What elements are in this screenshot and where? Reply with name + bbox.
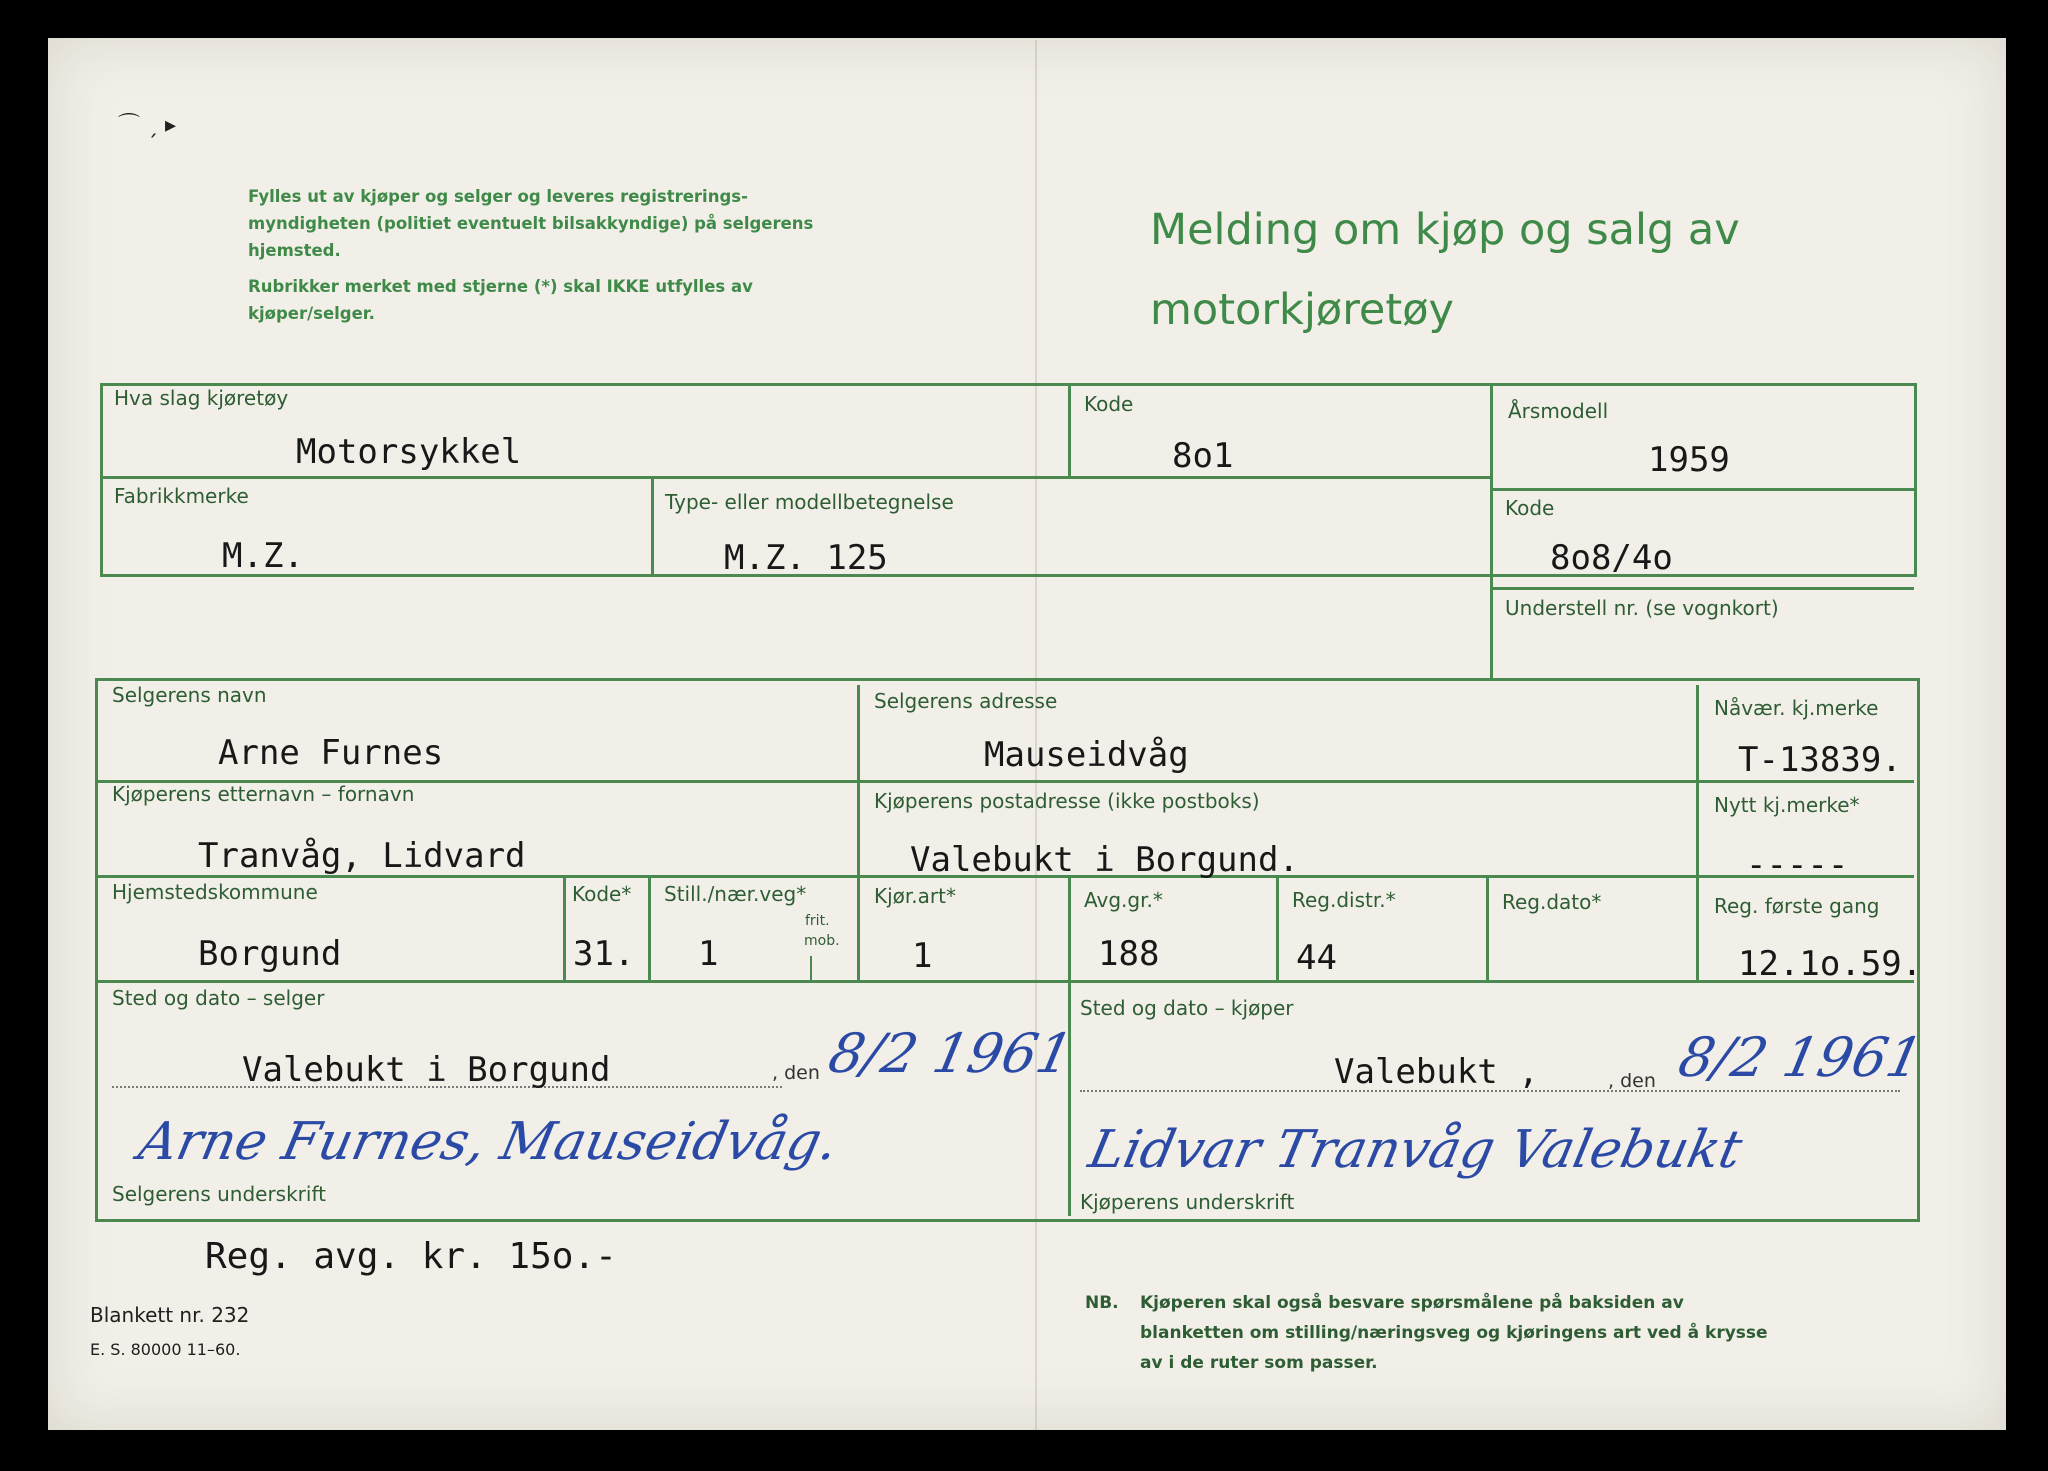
- avg-label: Avg.gr.*: [1084, 888, 1163, 912]
- make-value: M.Z.: [222, 536, 304, 576]
- vehicle-row-divider: [100, 476, 1491, 479]
- make-label: Fabrikkmerke: [114, 484, 249, 508]
- col-kode: [563, 876, 566, 980]
- buyer-address-value: Valebukt i Borgund.: [910, 840, 1299, 880]
- buyer-name-value: Tranvåg, Lidvard: [198, 836, 526, 876]
- regdato-label: Reg.dato*: [1502, 890, 1602, 914]
- vehicle-col-divider-3: [651, 476, 654, 574]
- vehicle-code-value: 8o1: [1172, 436, 1234, 476]
- still-value: 1: [698, 934, 719, 974]
- seller-address-value: Mauseidvåg: [984, 735, 1189, 775]
- col-avg: [1068, 876, 1071, 980]
- first-reg-value: 12.1o.59.: [1738, 944, 1923, 984]
- regdistr-label: Reg.distr.*: [1292, 888, 1396, 912]
- nb-text: Kjøperen skal også besvare spørsmålene på baksiden av blanketten om stilling/næringsveg og kjøringens art ved å krysse av i de ruter som passer.: [1140, 1293, 1768, 1373]
- first-reg-label: Reg. første gang: [1714, 894, 1880, 918]
- buyer-den-label: , den: [1608, 1070, 1656, 1092]
- seller-den-label: , den: [772, 1062, 820, 1084]
- buyer-address-label: Kjøperens postadresse (ikke postboks): [874, 789, 1260, 813]
- seller-address-label: Selgerens adresse: [874, 689, 1058, 713]
- instructions-paragraph-1: Fylles ut av kjøper og selger og leveres registrerings-myndigheten (politiet eventuelt bilsakkyndige) på selgerens hjemsted.: [248, 187, 814, 260]
- col-kjor: [857, 876, 860, 980]
- col-regdato: [1486, 876, 1489, 980]
- year-model-value: 1959: [1648, 440, 1730, 480]
- kjor-value: 1: [912, 936, 933, 976]
- avg-value: 188: [1098, 934, 1160, 974]
- nb-tag: NB.: [1085, 1293, 1119, 1313]
- col-regdistr: [1276, 876, 1279, 980]
- nb-note: [1085, 1288, 1775, 1378]
- kjor-label: Kjør.art*: [874, 884, 956, 908]
- municipality-label: Hjemstedskommune: [112, 880, 318, 904]
- parties-col-address: [857, 685, 860, 877]
- municipality-value: Borgund: [198, 934, 342, 974]
- buyer-place-value: Valebukt ,: [1334, 1052, 1539, 1092]
- registration-fee: Reg. avg. kr. 15o.-: [205, 1236, 617, 1277]
- new-plate-label: Nytt kj.merke*: [1714, 793, 1860, 817]
- buyer-signature-label: Kjøperens underskrift: [1080, 1190, 1295, 1214]
- instructions: [248, 183, 848, 336]
- code2-value: 8o8/4o: [1550, 538, 1673, 578]
- instructions-paragraph-2: Rubrikker merket med stjerne (*) skal IKKE utfylles av kjøper/selger.: [248, 277, 753, 323]
- code2-label: Kode: [1505, 496, 1555, 520]
- vehicle-type-label: Hva slag kjøretøy: [114, 386, 289, 410]
- regdistr-value: 44: [1296, 938, 1337, 978]
- buyer-name-label: Kjøperens etternavn – fornavn: [112, 782, 415, 806]
- current-plate-value: T-13839.: [1738, 740, 1902, 780]
- seller-place-value: Valebukt i Borgund: [242, 1050, 611, 1090]
- print-code: E. S. 80000 11–60.: [90, 1340, 241, 1359]
- mob-label: mob.: [804, 933, 840, 949]
- frit-label: frit.: [805, 913, 830, 929]
- frit-mob-tick: [810, 956, 812, 980]
- col-still: [648, 876, 651, 980]
- model-value: M.Z. 125: [724, 538, 888, 578]
- seller-place-label: Sted og dato – selger: [112, 986, 325, 1010]
- kode-label: Kode*: [572, 882, 632, 906]
- stain-mark: ⌒ ˏ ▸: [118, 113, 177, 138]
- parties-row-divider-3: [95, 980, 1914, 983]
- vehicle-code-label: Kode: [1084, 392, 1134, 416]
- buyer-signature: Lidvar Tranvåg Valebukt: [1083, 1120, 1748, 1180]
- seller-name-value: Arne Furnes: [218, 733, 444, 773]
- seller-name-label: Selgerens navn: [112, 683, 267, 707]
- model-label: Type- eller modellbetegnelse: [665, 490, 954, 514]
- vehicle-right-divider-2: [1490, 587, 1914, 590]
- still-label: Still./nær.veg*: [664, 882, 807, 906]
- buyer-place-label: Sted og dato – kjøper: [1080, 996, 1294, 1020]
- new-plate-value: -----: [1746, 845, 1849, 885]
- buyer-date-handwritten: 8/2 1961: [1673, 1026, 1929, 1089]
- vehicle-type-value: Motorsykkel: [296, 432, 522, 472]
- chassis-label: Understell nr. (se vognkort): [1505, 596, 1779, 620]
- kode-value: 31.: [573, 934, 635, 974]
- year-model-label: Årsmodell: [1508, 399, 1609, 423]
- form-title: Melding om kjøp og salg av motorkjøretøy: [1150, 205, 1740, 335]
- vehicle-col-divider-2: [1490, 383, 1493, 679]
- current-plate-label: Nåvær. kj.merke: [1714, 696, 1879, 720]
- seller-signature-label: Selgerens underskrift: [112, 1182, 326, 1206]
- seller-signature: Arne Furnes, Mauseidvåg.: [133, 1112, 844, 1172]
- parties-col-plate: [1696, 685, 1699, 980]
- blankett-number: Blankett nr. 232: [90, 1303, 250, 1327]
- col-signatures: [1068, 980, 1071, 1216]
- vehicle-col-divider-1: [1068, 383, 1071, 478]
- seller-date-handwritten: 8/2 1961: [823, 1022, 1079, 1085]
- vehicle-right-divider-1: [1490, 488, 1914, 491]
